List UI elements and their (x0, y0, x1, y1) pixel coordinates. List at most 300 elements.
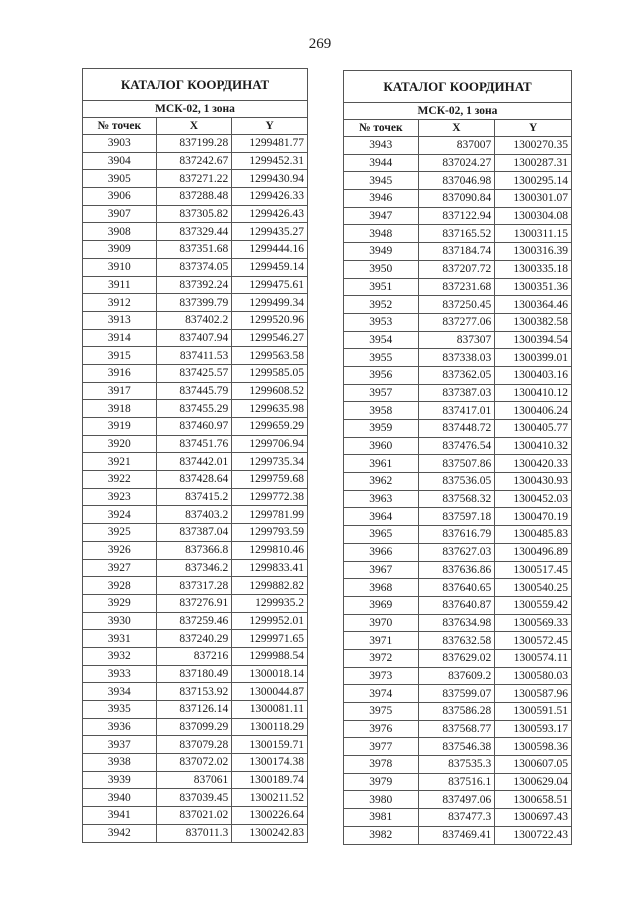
point-number-cell: 3961 (344, 455, 419, 473)
x-coordinate-cell: 837288.48 (156, 188, 232, 206)
x-coordinate-cell: 837061 (156, 771, 232, 789)
y-coordinate-cell: 1300018.14 (232, 665, 308, 683)
table-row (344, 703, 572, 721)
y-coordinate-cell: 1299833.41 (232, 559, 308, 577)
table-row (344, 366, 572, 384)
header-y: Y (232, 118, 308, 135)
x-coordinate-cell: 837307 (418, 331, 495, 349)
point-number-cell: 3939 (83, 771, 157, 789)
table-row (344, 809, 572, 827)
table-row (83, 294, 308, 312)
table-row (83, 311, 308, 329)
x-coordinate-cell: 837351.68 (156, 241, 232, 259)
point-number-cell: 3904 (83, 152, 157, 170)
y-coordinate-cell: 1300242.83 (232, 824, 308, 842)
x-coordinate-cell: 837445.79 (156, 382, 232, 400)
y-coordinate-cell: 1300540.25 (495, 579, 572, 597)
point-number-cell: 3908 (83, 223, 157, 241)
x-coordinate-cell: 837122.94 (418, 207, 495, 225)
x-coordinate-cell: 837455.29 (156, 400, 232, 418)
table-row (344, 437, 572, 455)
y-coordinate-cell: 1299435.27 (232, 223, 308, 241)
point-number-cell: 3936 (83, 718, 157, 736)
table-row (344, 791, 572, 809)
table-row (344, 296, 572, 314)
y-coordinate-cell: 1300574.11 (495, 649, 572, 667)
x-coordinate-cell: 837207.72 (418, 260, 495, 278)
point-number-cell: 3974 (344, 685, 419, 703)
point-number-cell: 3907 (83, 205, 157, 223)
y-coordinate-cell: 1299635.98 (232, 400, 308, 418)
coordinate-catalog-table-left (82, 68, 308, 843)
table-row (83, 701, 308, 719)
x-coordinate-cell: 837546.38 (418, 738, 495, 756)
x-coordinate-cell: 837599.07 (418, 685, 495, 703)
y-coordinate-cell: 1299793.59 (232, 524, 308, 542)
x-coordinate-cell: 837099.29 (156, 718, 232, 736)
x-coordinate-cell: 837442.01 (156, 453, 232, 471)
y-coordinate-cell: 1300420.33 (495, 455, 572, 473)
point-number-cell: 3944 (344, 154, 419, 172)
y-coordinate-cell: 1300598.36 (495, 738, 572, 756)
table-row (83, 683, 308, 701)
table-row (83, 223, 308, 241)
y-coordinate-cell: 1300159.71 (232, 736, 308, 754)
x-coordinate-cell: 837411.53 (156, 347, 232, 365)
y-coordinate-cell: 1300697.43 (495, 809, 572, 827)
point-number-cell: 3933 (83, 665, 157, 683)
x-coordinate-cell: 837425.57 (156, 364, 232, 382)
table-row (83, 824, 308, 842)
table-row (83, 276, 308, 294)
table-row (344, 579, 572, 597)
point-number-cell: 3909 (83, 241, 157, 259)
table-row (83, 435, 308, 453)
point-number-cell: 3946 (344, 190, 419, 208)
x-coordinate-cell: 837007 (418, 137, 495, 155)
y-coordinate-cell: 1299546.27 (232, 329, 308, 347)
point-number-cell: 3935 (83, 701, 157, 719)
x-coordinate-cell: 837597.18 (418, 508, 495, 526)
x-coordinate-cell: 837250.45 (418, 296, 495, 314)
x-coordinate-cell: 837586.28 (418, 703, 495, 721)
y-coordinate-cell: 1300485.83 (495, 526, 572, 544)
table-row (344, 137, 572, 155)
table-row (83, 665, 308, 683)
table-row (344, 331, 572, 349)
x-coordinate-cell: 837346.2 (156, 559, 232, 577)
table-row (344, 738, 572, 756)
point-number-cell: 3914 (83, 329, 157, 347)
point-number-cell: 3932 (83, 647, 157, 665)
point-number-cell: 3925 (83, 524, 157, 542)
point-number-cell: 3966 (344, 543, 419, 561)
table-row (344, 384, 572, 402)
y-coordinate-cell: 1300044.87 (232, 683, 308, 701)
y-coordinate-cell: 1300572.45 (495, 632, 572, 650)
y-coordinate-cell: 1300304.08 (495, 207, 572, 225)
x-coordinate-cell: 837451.76 (156, 435, 232, 453)
point-number-cell: 3956 (344, 366, 419, 384)
x-coordinate-cell: 837402.2 (156, 311, 232, 329)
y-coordinate-cell: 1300559.42 (495, 596, 572, 614)
y-coordinate-cell: 1299952.01 (232, 612, 308, 630)
x-coordinate-cell: 837568.77 (418, 720, 495, 738)
table-row (344, 596, 572, 614)
x-coordinate-cell: 837126.14 (156, 701, 232, 719)
y-coordinate-cell: 1300316.39 (495, 243, 572, 261)
x-coordinate-cell: 837329.44 (156, 223, 232, 241)
table-subtitle: МСК-02, 1 зона (83, 101, 308, 118)
x-coordinate-cell: 837374.05 (156, 258, 232, 276)
point-number-cell: 3978 (344, 756, 419, 774)
y-coordinate-cell: 1300591.51 (495, 703, 572, 721)
point-number-cell: 3979 (344, 773, 419, 791)
y-coordinate-cell: 1299452.31 (232, 152, 308, 170)
x-coordinate-cell: 837507.86 (418, 455, 495, 473)
table-row (83, 630, 308, 648)
point-number-cell: 3947 (344, 207, 419, 225)
x-coordinate-cell: 837366.8 (156, 541, 232, 559)
y-coordinate-cell: 1299585.05 (232, 364, 308, 382)
y-coordinate-cell: 1300382.58 (495, 313, 572, 331)
table-row (83, 170, 308, 188)
y-coordinate-cell: 1300452.03 (495, 490, 572, 508)
point-number-cell: 3905 (83, 170, 157, 188)
table-row (344, 756, 572, 774)
table-row (83, 771, 308, 789)
y-coordinate-cell: 1300174.38 (232, 754, 308, 772)
point-number-cell: 3924 (83, 506, 157, 524)
table-row (344, 685, 572, 703)
x-coordinate-cell: 837180.49 (156, 665, 232, 683)
x-coordinate-cell: 837276.91 (156, 594, 232, 612)
y-coordinate-cell: 1299659.29 (232, 418, 308, 436)
y-coordinate-cell: 1300410.12 (495, 384, 572, 402)
x-coordinate-cell: 837477.3 (418, 809, 495, 827)
y-coordinate-cell: 1299520.96 (232, 311, 308, 329)
point-number-cell: 3903 (83, 135, 157, 153)
header-y: Y (495, 120, 572, 137)
point-number-cell: 3941 (83, 807, 157, 825)
y-coordinate-cell: 1300295.14 (495, 172, 572, 190)
table-row (344, 260, 572, 278)
x-coordinate-cell: 837011.3 (156, 824, 232, 842)
y-coordinate-cell: 1299459.14 (232, 258, 308, 276)
table-row (344, 614, 572, 632)
table-row (344, 543, 572, 561)
y-coordinate-cell: 1300430.93 (495, 473, 572, 491)
x-coordinate-cell: 837634.98 (418, 614, 495, 632)
table-row (83, 506, 308, 524)
table-row (83, 612, 308, 630)
point-number-cell: 3980 (344, 791, 419, 809)
x-coordinate-cell: 837448.72 (418, 420, 495, 438)
x-coordinate-cell: 837417.01 (418, 402, 495, 420)
point-number-cell: 3930 (83, 612, 157, 630)
y-coordinate-cell: 1299444.16 (232, 241, 308, 259)
point-number-cell: 3951 (344, 278, 419, 296)
table-row (344, 420, 572, 438)
x-coordinate-cell: 837305.82 (156, 205, 232, 223)
header-x: X (418, 120, 495, 137)
table-row (83, 594, 308, 612)
x-coordinate-cell: 837399.79 (156, 294, 232, 312)
table-row (344, 667, 572, 685)
y-coordinate-cell: 1299882.82 (232, 577, 308, 595)
y-coordinate-cell: 1300118.29 (232, 718, 308, 736)
header-point-number: № точек (344, 120, 419, 137)
table-row (344, 172, 572, 190)
y-coordinate-cell: 1300406.24 (495, 402, 572, 420)
point-number-cell: 3922 (83, 471, 157, 489)
y-coordinate-cell: 1299706.94 (232, 435, 308, 453)
table-row (83, 559, 308, 577)
table-row (83, 400, 308, 418)
table-row (344, 826, 572, 844)
table-row (344, 526, 572, 544)
table-row (344, 190, 572, 208)
point-number-cell: 3981 (344, 809, 419, 827)
point-number-cell: 3913 (83, 311, 157, 329)
point-number-cell: 3960 (344, 437, 419, 455)
table-row (83, 258, 308, 276)
table-row (83, 754, 308, 772)
x-coordinate-cell: 837629.02 (418, 649, 495, 667)
point-number-cell: 3931 (83, 630, 157, 648)
x-coordinate-cell: 837277.06 (418, 313, 495, 331)
point-number-cell: 3929 (83, 594, 157, 612)
table-row (83, 577, 308, 595)
x-coordinate-cell: 837616.79 (418, 526, 495, 544)
y-coordinate-cell: 1299563.58 (232, 347, 308, 365)
x-coordinate-cell: 837242.67 (156, 152, 232, 170)
y-coordinate-cell: 1300351.36 (495, 278, 572, 296)
y-coordinate-cell: 1299988.54 (232, 647, 308, 665)
x-coordinate-cell: 837636.86 (418, 561, 495, 579)
point-number-cell: 3971 (344, 632, 419, 650)
x-coordinate-cell: 837362.05 (418, 366, 495, 384)
table-row (344, 649, 572, 667)
x-coordinate-cell: 837392.24 (156, 276, 232, 294)
table-row (83, 488, 308, 506)
point-number-cell: 3920 (83, 435, 157, 453)
y-coordinate-cell: 1299426.33 (232, 188, 308, 206)
table-row (83, 807, 308, 825)
table-row (83, 205, 308, 223)
table-row (83, 347, 308, 365)
point-number-cell: 3938 (83, 754, 157, 772)
point-number-cell: 3921 (83, 453, 157, 471)
x-coordinate-cell: 837403.2 (156, 506, 232, 524)
table-row (344, 490, 572, 508)
x-coordinate-cell: 837046.98 (418, 172, 495, 190)
point-number-cell: 3973 (344, 667, 419, 685)
point-number-cell: 3982 (344, 826, 419, 844)
point-number-cell: 3918 (83, 400, 157, 418)
x-coordinate-cell: 837609.2 (418, 667, 495, 685)
table-row (83, 647, 308, 665)
table-row (83, 135, 308, 153)
x-coordinate-cell: 837476.54 (418, 437, 495, 455)
x-coordinate-cell: 837632.58 (418, 632, 495, 650)
point-number-cell: 3942 (83, 824, 157, 842)
y-coordinate-cell: 1300270.35 (495, 137, 572, 155)
table-row (83, 789, 308, 807)
table-row (344, 508, 572, 526)
y-coordinate-cell: 1300189.74 (232, 771, 308, 789)
table-row (344, 402, 572, 420)
x-coordinate-cell: 837072.02 (156, 754, 232, 772)
x-coordinate-cell: 837640.65 (418, 579, 495, 597)
table-row (344, 632, 572, 650)
point-number-cell: 3958 (344, 402, 419, 420)
y-coordinate-cell: 1300226.64 (232, 807, 308, 825)
table-row (83, 541, 308, 559)
point-number-cell: 3948 (344, 225, 419, 243)
x-coordinate-cell: 837640.87 (418, 596, 495, 614)
point-number-cell: 3967 (344, 561, 419, 579)
point-number-cell: 3976 (344, 720, 419, 738)
point-number-cell: 3906 (83, 188, 157, 206)
y-coordinate-cell: 1300517.45 (495, 561, 572, 579)
point-number-cell: 3923 (83, 488, 157, 506)
point-number-cell: 3962 (344, 473, 419, 491)
table-title: КАТАЛОГ КООРДИНАТ (344, 71, 572, 103)
y-coordinate-cell: 1300629.04 (495, 773, 572, 791)
table-row (83, 736, 308, 754)
table-row (83, 152, 308, 170)
point-number-cell: 3911 (83, 276, 157, 294)
table-subtitle: МСК-02, 1 зона (344, 103, 572, 120)
y-coordinate-cell: 1300311.15 (495, 225, 572, 243)
point-number-cell: 3928 (83, 577, 157, 595)
point-number-cell: 3977 (344, 738, 419, 756)
point-number-cell: 3945 (344, 172, 419, 190)
y-coordinate-cell: 1300658.51 (495, 791, 572, 809)
x-coordinate-cell: 837021.02 (156, 807, 232, 825)
x-coordinate-cell: 837199.28 (156, 135, 232, 153)
x-coordinate-cell: 837407.94 (156, 329, 232, 347)
point-number-cell: 3953 (344, 313, 419, 331)
point-number-cell: 3916 (83, 364, 157, 382)
table-row (83, 471, 308, 489)
point-number-cell: 3949 (344, 243, 419, 261)
x-coordinate-cell: 837240.29 (156, 630, 232, 648)
table-row (344, 278, 572, 296)
x-coordinate-cell: 837387.04 (156, 524, 232, 542)
y-coordinate-cell: 1300399.01 (495, 349, 572, 367)
y-coordinate-cell: 1300301.07 (495, 190, 572, 208)
y-coordinate-cell: 1299772.38 (232, 488, 308, 506)
table-row (344, 455, 572, 473)
point-number-cell: 3934 (83, 683, 157, 701)
y-coordinate-cell: 1299481.77 (232, 135, 308, 153)
point-number-cell: 3927 (83, 559, 157, 577)
point-number-cell: 3963 (344, 490, 419, 508)
table-row (83, 382, 308, 400)
table-row (83, 329, 308, 347)
y-coordinate-cell: 1300410.32 (495, 437, 572, 455)
x-coordinate-cell: 837231.68 (418, 278, 495, 296)
y-coordinate-cell: 1300364.46 (495, 296, 572, 314)
point-number-cell: 3972 (344, 649, 419, 667)
y-coordinate-cell: 1300403.16 (495, 366, 572, 384)
x-coordinate-cell: 837469.41 (418, 826, 495, 844)
point-number-cell: 3964 (344, 508, 419, 526)
point-number-cell: 3975 (344, 703, 419, 721)
x-coordinate-cell: 837153.92 (156, 683, 232, 701)
page-number: 269 (308, 36, 332, 52)
x-coordinate-cell: 837039.45 (156, 789, 232, 807)
table-row (83, 524, 308, 542)
y-coordinate-cell: 1300496.89 (495, 543, 572, 561)
table-row (344, 225, 572, 243)
x-coordinate-cell: 837184.74 (418, 243, 495, 261)
table-row (83, 718, 308, 736)
table-row (344, 313, 572, 331)
point-number-cell: 3957 (344, 384, 419, 402)
table-row (344, 349, 572, 367)
y-coordinate-cell: 1299608.52 (232, 382, 308, 400)
point-number-cell: 3910 (83, 258, 157, 276)
table-row (344, 773, 572, 791)
x-coordinate-cell: 837338.03 (418, 349, 495, 367)
y-coordinate-cell: 1300405.77 (495, 420, 572, 438)
table-title: КАТАЛОГ КООРДИНАТ (83, 69, 308, 101)
y-coordinate-cell: 1299475.61 (232, 276, 308, 294)
y-coordinate-cell: 1299935.2 (232, 594, 308, 612)
point-number-cell: 3917 (83, 382, 157, 400)
y-coordinate-cell: 1300593.17 (495, 720, 572, 738)
point-number-cell: 3968 (344, 579, 419, 597)
point-number-cell: 3950 (344, 260, 419, 278)
point-number-cell: 3926 (83, 541, 157, 559)
y-coordinate-cell: 1300607.05 (495, 756, 572, 774)
y-coordinate-cell: 1300394.54 (495, 331, 572, 349)
point-number-cell: 3919 (83, 418, 157, 436)
header-x: X (156, 118, 232, 135)
y-coordinate-cell: 1300470.19 (495, 508, 572, 526)
point-number-cell: 3943 (344, 137, 419, 155)
y-coordinate-cell: 1299810.46 (232, 541, 308, 559)
point-number-cell: 3952 (344, 296, 419, 314)
table-row (83, 241, 308, 259)
table-row (344, 561, 572, 579)
x-coordinate-cell: 837259.46 (156, 612, 232, 630)
point-number-cell: 3940 (83, 789, 157, 807)
x-coordinate-cell: 837271.22 (156, 170, 232, 188)
y-coordinate-cell: 1300569.33 (495, 614, 572, 632)
y-coordinate-cell: 1300335.18 (495, 260, 572, 278)
coordinate-catalog-table-right (343, 70, 572, 845)
y-coordinate-cell: 1299735.34 (232, 453, 308, 471)
x-coordinate-cell: 837497.06 (418, 791, 495, 809)
point-number-cell: 3959 (344, 420, 419, 438)
point-number-cell: 3965 (344, 526, 419, 544)
point-number-cell: 3912 (83, 294, 157, 312)
y-coordinate-cell: 1299430.94 (232, 170, 308, 188)
x-coordinate-cell: 837627.03 (418, 543, 495, 561)
x-coordinate-cell: 837090.84 (418, 190, 495, 208)
table-row (83, 364, 308, 382)
point-number-cell: 3955 (344, 349, 419, 367)
point-number-cell: 3937 (83, 736, 157, 754)
table-row (344, 473, 572, 491)
x-coordinate-cell: 837024.27 (418, 154, 495, 172)
table-row (344, 243, 572, 261)
point-number-cell: 3954 (344, 331, 419, 349)
